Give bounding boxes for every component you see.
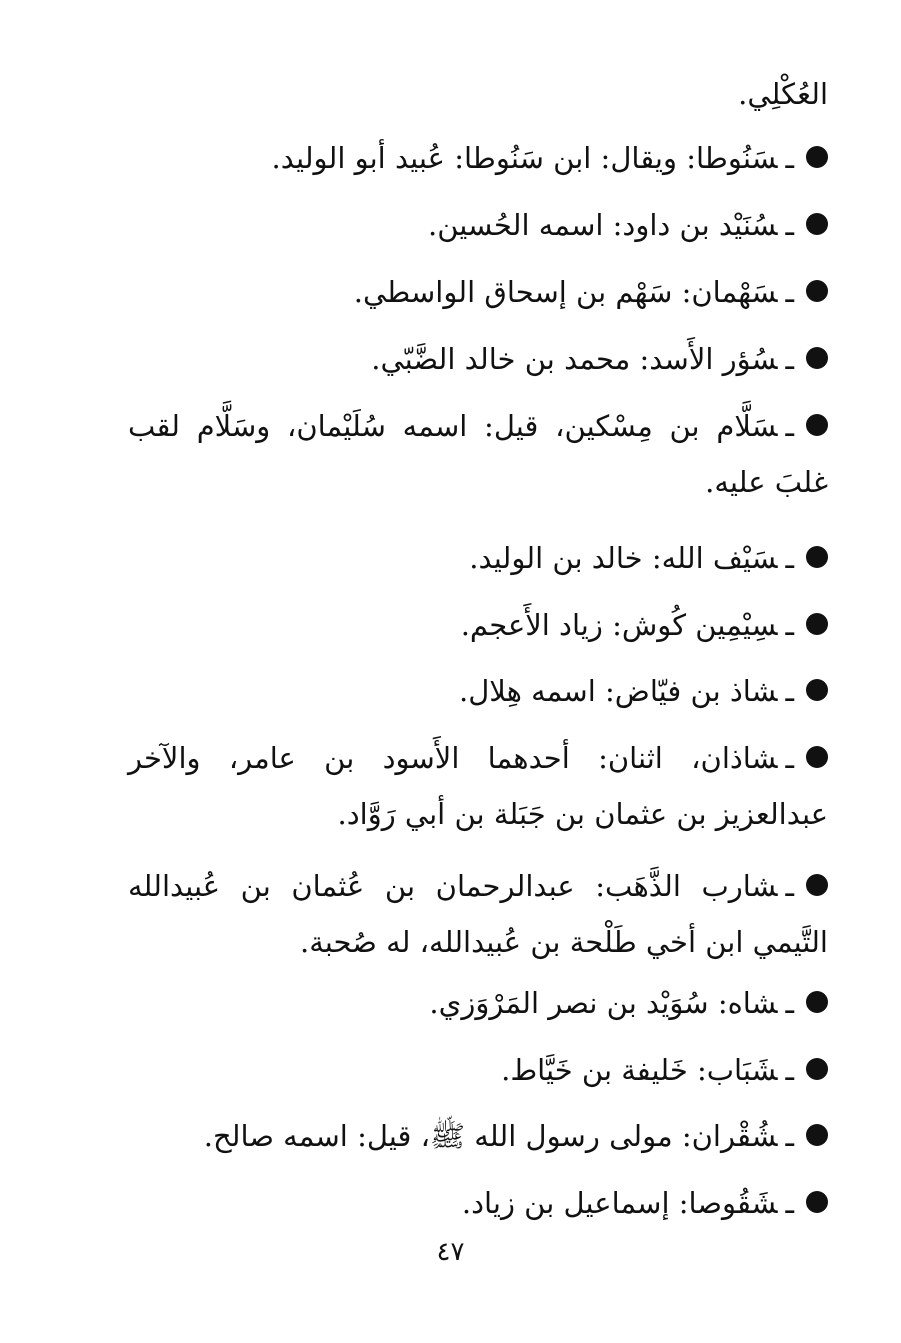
entry-text: شَبَاب: خَليفة بن خَيَّاط.: [501, 1053, 778, 1087]
entry: [128, 730, 828, 842]
entry-dash: ـ: [785, 1119, 794, 1153]
entry-dash: ـ: [785, 1186, 794, 1220]
entry-dash: ـ: [785, 986, 794, 1020]
entry-text: شاه: سُوَيْد بن نصر المَرْوَزي.: [429, 986, 778, 1020]
entry: [128, 597, 828, 653]
bullet-icon: [806, 414, 828, 436]
entry: [128, 130, 828, 186]
entry: [128, 663, 828, 719]
entry-dash: ـ: [785, 674, 794, 708]
bullet-icon: [806, 679, 828, 701]
entry-dash: ـ: [785, 741, 794, 775]
entry-dash: ـ: [785, 208, 794, 242]
bullet-icon: [806, 347, 828, 369]
entry: [128, 1175, 828, 1231]
entry: [128, 1042, 828, 1098]
bullet-icon: [806, 746, 828, 768]
entry-text: سُؤر الأَسد: محمد بن خالد الضَّبّي.: [371, 342, 778, 376]
bullet-icon: [806, 874, 828, 896]
entry-text: سَيْف الله: خالد بن الوليد.: [469, 541, 778, 575]
bullet-icon: [806, 991, 828, 1013]
entry: [128, 331, 828, 387]
entry: [128, 264, 828, 320]
entry-dash: ـ: [785, 275, 794, 309]
entry: [128, 975, 828, 1031]
bullet-icon: [806, 280, 828, 302]
entry: [128, 530, 828, 586]
entry-dash: ـ: [785, 608, 794, 642]
bullet-icon: [806, 213, 828, 235]
bullet-icon: [806, 1124, 828, 1146]
entry-text: سَنُوطا: ويقال: ابن سَنُوطا: عُبيد أبو الوليد.: [271, 141, 778, 175]
page-number: ٤٧: [436, 1237, 465, 1267]
entry-dash: ـ: [785, 1053, 794, 1087]
entry-text: شُقْران: مولى رسول الله ﷺ، قيل: اسمه صالح.: [203, 1119, 778, 1153]
continuation-text: العُكْلِي.: [738, 77, 828, 111]
bullet-icon: [806, 546, 828, 568]
continuation-line: [128, 66, 828, 122]
bullet-icon: [806, 1058, 828, 1080]
entry: [128, 858, 828, 970]
entry-dash: ـ: [785, 869, 794, 903]
entry-dash: ـ: [785, 541, 794, 575]
entry-dash: ـ: [785, 141, 794, 175]
bullet-icon: [806, 613, 828, 635]
bullet-icon: [806, 1191, 828, 1213]
entry: [128, 398, 828, 510]
entry-dash: ـ: [785, 409, 794, 443]
entry: [128, 197, 828, 253]
entry-text: شاذان، اثنان: أحدهما الأَسود بن عامر، والآخر عبدالعزيز بن عثمان بن جَبَلة بن أبي رَوَّاد.: [128, 741, 828, 831]
entry-dash: ـ: [785, 342, 794, 376]
entry: [128, 1108, 828, 1164]
entry-text: سَلَّام بن مِسْكين، قيل: اسمه سُلَيْمان، وسَلَّام لقب غلبَ عليه.: [128, 409, 828, 499]
entry-text: شارب الذَّهَب: عبدالرحمان بن عُثمان بن عُبيدالله التَّيمي ابن أخي طَلْحة بن عُبيدالله، له صُحبة.: [128, 869, 828, 959]
entry-text: شاذ بن فيّاض: اسمه هِلال.: [459, 674, 778, 708]
entry-text: سَهْمان: سَهْم بن إسحاق الواسطي.: [353, 275, 778, 309]
entry-text: سُنَيْد بن داود: اسمه الحُسين.: [428, 208, 778, 242]
bullet-icon: [806, 146, 828, 168]
entry-text: شَقُوصا: إسماعيل بن زياد.: [461, 1186, 778, 1220]
entry-text: سِيْمِين كُوش: زياد الأَعجم.: [460, 608, 778, 642]
